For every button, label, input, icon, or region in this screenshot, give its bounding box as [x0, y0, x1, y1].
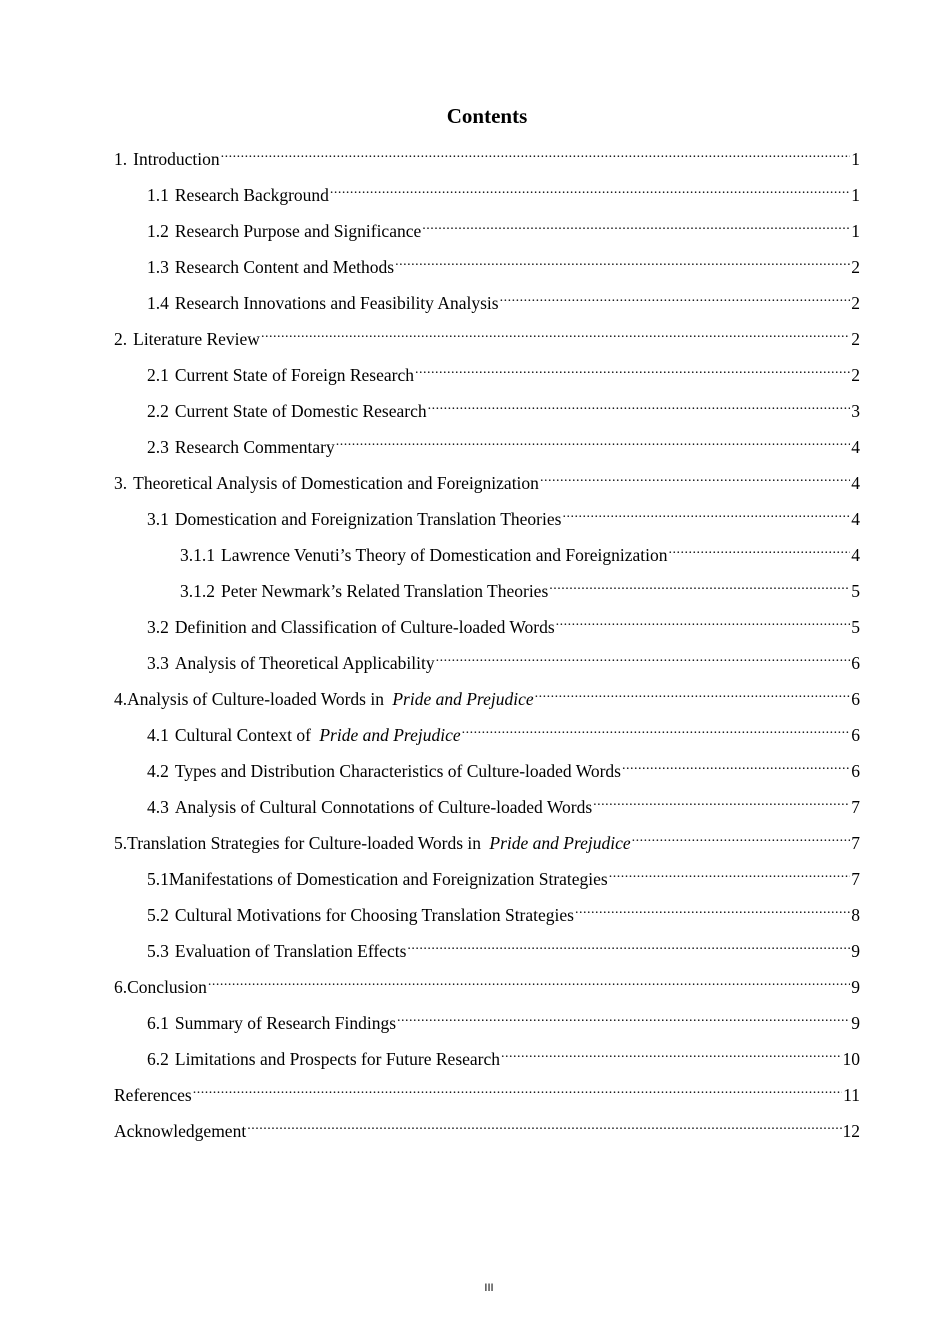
toc-entry-title [147, 364, 414, 386]
toc-page-number: 1 [851, 185, 860, 205]
toc-page-number: 2 [851, 365, 860, 385]
toc-entry[interactable] [147, 395, 860, 421]
toc-dot-leader [535, 683, 851, 705]
toc-dot-leader [436, 647, 851, 669]
toc-page-number: 2 [851, 257, 860, 277]
toc-entry-text: Cultural Motivations for Choosing Translation Strategies [174, 905, 574, 925]
toc-page-number: 6 [851, 653, 860, 673]
toc-entry-number: 4.2 [147, 761, 169, 781]
toc-entry-title [114, 832, 631, 854]
toc-entry-title [147, 508, 561, 530]
toc-entry-italic-title: Pride and Prejudice [392, 689, 534, 709]
toc-page-number: 2 [851, 329, 860, 349]
toc-entry-title [147, 616, 555, 638]
toc-entry-number: 6.1 [147, 1013, 169, 1033]
toc-dot-leader [397, 1007, 850, 1029]
toc-page-number: 2 [851, 293, 860, 313]
toc-entry[interactable] [147, 899, 860, 925]
toc-dot-leader [261, 323, 850, 345]
toc-dot-leader [500, 287, 851, 309]
toc-entry-number: 2. [114, 329, 128, 349]
toc-entry-title [114, 976, 207, 998]
toc-entry-number: 1. [114, 149, 128, 169]
toc-page-number: 1 [851, 221, 860, 241]
toc-dot-leader [668, 539, 850, 561]
toc-page-number: 9 [851, 941, 860, 961]
toc-dot-leader [632, 827, 851, 849]
page-number: III [484, 1282, 494, 1294]
toc-page-number: 6 [851, 689, 860, 709]
toc-entry-number: 3. [114, 473, 128, 493]
toc-entry-title [114, 688, 534, 710]
toc-page-number: 9 [851, 1013, 860, 1033]
toc-dot-leader [622, 755, 850, 777]
toc-dot-leader [540, 467, 850, 489]
toc-page-number: 4 [851, 473, 860, 493]
toc-entry[interactable] [147, 1043, 860, 1069]
toc-entry-text: Current State of Domestic Research [174, 401, 427, 421]
toc-page-number: 3 [851, 401, 860, 421]
toc-dot-leader [422, 215, 850, 237]
toc-page-number: 9 [851, 977, 860, 997]
toc-dot-leader [609, 863, 851, 885]
toc-entry-title [147, 436, 335, 458]
toc-entry-text: Introduction [133, 149, 220, 169]
toc-dot-leader [221, 143, 851, 165]
toc-entry-title [147, 904, 574, 926]
toc-entry-text: Definition and Classification of Culture-loaded Words [174, 617, 555, 637]
toc-page-number: 7 [851, 833, 860, 853]
toc-entry-title [147, 760, 621, 782]
toc-entry-title [147, 256, 394, 278]
toc-entry-number: 4.1 [147, 725, 169, 745]
toc-entry-number: 3.2 [147, 617, 169, 637]
toc-entry-text: 5.1Manifestations of Domestication and Foreignization Strategies [147, 869, 608, 889]
toc-entry-text: Theoretical Analysis of Domestication and Foreignization [133, 473, 539, 493]
toc-entry-title [114, 148, 220, 170]
toc-dot-leader [336, 431, 850, 453]
toc-entry[interactable] [147, 791, 860, 817]
toc-entry-italic-title: Pride and Prejudice [489, 833, 631, 853]
toc-entry[interactable] [147, 431, 860, 457]
toc-entry-title [147, 940, 406, 962]
toc-entry-text: References [114, 1085, 192, 1105]
toc-page-number: 10 [842, 1049, 860, 1069]
toc-entry[interactable] [147, 287, 860, 313]
toc-entry-title [114, 1120, 246, 1142]
toc-entry-number: 1.2 [147, 221, 169, 241]
toc-entry[interactable] [147, 935, 860, 961]
toc-entry-title [180, 580, 548, 602]
toc-dot-leader [593, 791, 850, 813]
page-title: Contents [446, 104, 528, 128]
toc-entry[interactable] [114, 1115, 860, 1141]
toc-entry-number: 2.3 [147, 437, 169, 457]
toc-page-number: 7 [851, 797, 860, 817]
toc-entry-title [180, 544, 667, 566]
toc-entry-text: Limitations and Prospects for Future Research [174, 1049, 501, 1069]
toc-entry[interactable] [114, 323, 860, 349]
toc-entry-text: Literature Review [133, 329, 260, 349]
toc-entry-text: Lawrence Venuti’s Theory of Domestication and Foreignization [221, 545, 668, 565]
toc-entry[interactable] [180, 575, 860, 601]
toc-page-number: 6 [851, 725, 860, 745]
toc-dot-leader [330, 179, 850, 201]
toc-dot-leader [208, 971, 850, 993]
toc-page-number: 5 [851, 581, 860, 601]
toc-entry-text: Analysis of Theoretical Applicability [174, 653, 435, 673]
toc-entry-text: Evaluation of Translation Effects [174, 941, 407, 961]
toc-entry-text: Peter Newmark’s Related Translation Theories [221, 581, 549, 601]
toc-entry-title [147, 220, 421, 242]
toc-entry-text: Research Commentary [174, 437, 335, 457]
toc-entry-title [147, 1012, 396, 1034]
toc-entry-italic-title: Pride and Prejudice [319, 725, 461, 745]
toc-dot-leader [501, 1043, 841, 1065]
toc-entry-text: 5.Translation Strategies for Culture-loaded Words in [114, 833, 486, 853]
toc-entry[interactable] [114, 827, 860, 853]
toc-entry-title [147, 868, 608, 890]
toc-entry[interactable] [114, 683, 860, 709]
toc-entry-text: Current State of Foreign Research [174, 365, 414, 385]
toc-entry-text: Research Innovations and Feasibility Analysis [174, 293, 499, 313]
toc-dot-leader [562, 503, 850, 525]
toc-entry-text: Research Background [174, 185, 329, 205]
toc-page-number: 6 [851, 761, 860, 781]
toc-entry-title [147, 724, 461, 746]
toc-entry-title [147, 184, 329, 206]
toc-page-number: 11 [843, 1085, 860, 1105]
toc-entry-number: 6.2 [147, 1049, 169, 1069]
toc-dot-leader [415, 359, 850, 381]
toc-entry-text: 4.Analysis of Culture-loaded Words in [114, 689, 389, 709]
toc-entry-text: Domestication and Foreignization Translation Theories [174, 509, 562, 529]
toc-entry-number: 2.2 [147, 401, 169, 421]
toc-entry-text: Summary of Research Findings [174, 1013, 397, 1033]
toc-entry-number: 1.3 [147, 257, 169, 277]
toc-entry-title [147, 796, 592, 818]
toc-entry[interactable] [114, 467, 860, 493]
toc-dot-leader [462, 719, 851, 741]
toc-entry-text: Analysis of Cultural Connotations of Culture-loaded Words [174, 797, 593, 817]
toc-page-number: 5 [851, 617, 860, 637]
toc-page-number: 12 [842, 1121, 860, 1141]
toc-entry[interactable] [180, 539, 860, 565]
toc-entry[interactable] [147, 359, 860, 385]
toc-entry-number: 5.3 [147, 941, 169, 961]
toc-entry-text: 6.Conclusion [114, 977, 207, 997]
toc-entry-number: 5.2 [147, 905, 169, 925]
toc-entry[interactable] [147, 1007, 860, 1033]
toc-entry[interactable] [147, 755, 860, 781]
toc-dot-leader [575, 899, 850, 921]
toc-dot-leader [395, 251, 850, 273]
toc-entry-number: 4.3 [147, 797, 169, 817]
toc-entry-title [114, 1084, 192, 1106]
toc-entry[interactable] [147, 179, 860, 205]
toc-entry-number: 3.1 [147, 509, 169, 529]
toc-dot-leader [247, 1115, 841, 1137]
toc-entry-number: 2.1 [147, 365, 169, 385]
toc-entry-text: Research Content and Methods [174, 257, 395, 277]
toc-entry-title [147, 292, 499, 314]
toc-entry[interactable] [114, 1079, 860, 1105]
toc-dot-leader [556, 611, 851, 633]
toc-page-number: 1 [851, 149, 860, 169]
toc-entry-number: 1.4 [147, 293, 169, 313]
toc-entry[interactable] [147, 719, 860, 745]
toc-page-number: 7 [851, 869, 860, 889]
toc-entry[interactable] [147, 215, 860, 241]
toc-page-number: 4 [851, 509, 860, 529]
toc-dot-leader [428, 395, 851, 417]
toc-entry[interactable] [147, 251, 860, 277]
toc-entry-number: 3.1.1 [180, 545, 215, 565]
toc-entry-text: Cultural Context of [174, 725, 316, 745]
toc-entry[interactable] [147, 647, 860, 673]
toc-entry-title [147, 400, 427, 422]
toc-page-number: 4 [851, 545, 860, 565]
toc-entry-title [114, 472, 539, 494]
toc-entry-title [147, 1048, 500, 1070]
toc-page-number: 4 [851, 437, 860, 457]
toc-entry-number: 3.1.2 [180, 581, 215, 601]
toc-entry-number: 3.3 [147, 653, 169, 673]
toc-entry[interactable] [114, 971, 860, 997]
toc-dot-leader [193, 1079, 842, 1101]
toc-entry-text: Acknowledgement [114, 1121, 247, 1141]
toc-dot-leader [407, 935, 850, 957]
toc-entry-title [147, 652, 435, 674]
toc-page-number: 8 [851, 905, 860, 925]
toc-dot-leader [549, 575, 850, 597]
toc-entry[interactable] [147, 503, 860, 529]
toc-entry[interactable] [114, 143, 860, 169]
toc-entry-title [114, 328, 260, 350]
toc-entry[interactable] [147, 611, 860, 637]
toc-entry[interactable] [147, 863, 860, 889]
toc-entry-text: Research Purpose and Significance [174, 221, 422, 241]
toc-entry-number: 1.1 [147, 185, 169, 205]
toc-entry-text: Types and Distribution Characteristics of Culture-loaded Words [174, 761, 621, 781]
